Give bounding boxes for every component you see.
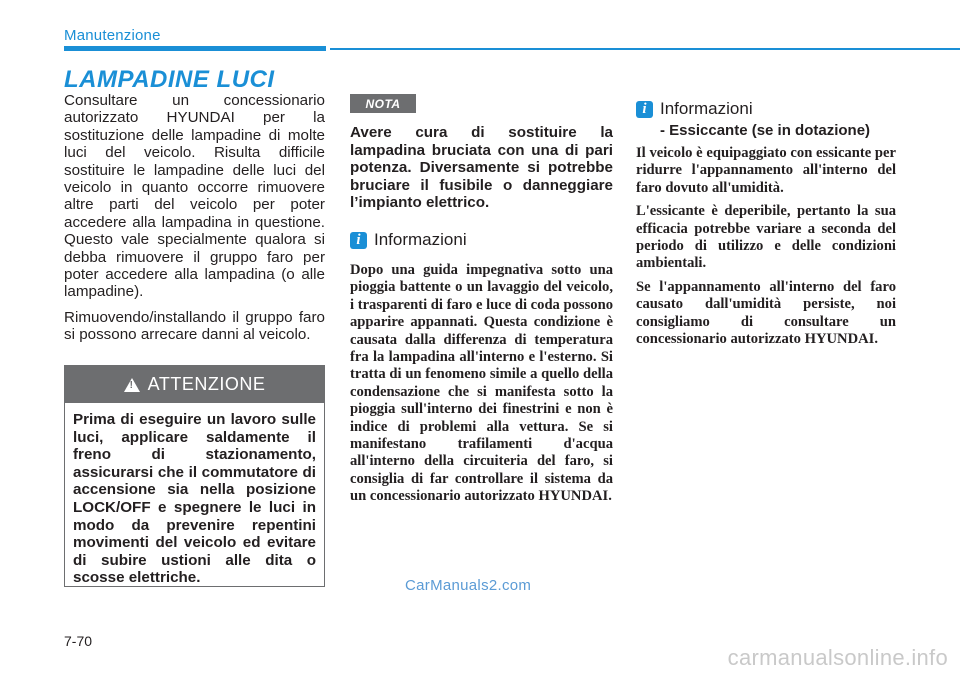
header-rule-dark — [64, 46, 326, 51]
warning-header — [65, 366, 324, 403]
intro-column — [64, 92, 325, 352]
intro-paragraph: Rimuovendo/installando il gruppo faro si possono arrecare danni al veicolo. — [64, 308, 325, 344]
header-rule-light — [330, 48, 960, 50]
warning-label: ATTENZIONE — [147, 374, 266, 394]
intro-paragraph: Consultare un concessionario autorizzato HYUNDAI per la sostituzione delle lampadine di molte luci del veicolo. Risulta difficile sostituire le lampadine delle luci del veicolo in quanto occorre rimuovere altre parti del veicolo per poter accedere alla lampadina in questione. Questo vale specialmente qualora si debba rimuovere il gruppo faro per poter accedere alla lampadina (o alle lampadine). — [64, 92, 325, 301]
info-paragraph: Se l'appannamento all'interno del faro causato dall'umidità persiste, noi consigliamo di consultare un concessionario autorizzato HYUNDAI. — [636, 278, 896, 348]
info-text: Dopo una guida impegnativa sotto una pioggia battente o un lavaggio del veicolo, i trasparenti di faro e luce di coda possono apparire appannati. Questa condizione è causata dalla differenza di temperatura fra la lampadina all'interno e l'esterno. Si tratta di un fenomeno simile a quello della condensazione che si manifesta sotto la pioggia sull'interno dei finestrini e non è indice di problemi alla vettura. Se si manifestano trafilamenti d'acqua all'interno della circuiteria del faro, si consiglia di far controllare il sistema da un concessionario autorizzato HYUNDAI. — [350, 262, 613, 505]
warning-triangle-icon: ! — [124, 378, 140, 392]
page-title: LAMPADINE LUCI — [64, 66, 275, 93]
info-title: Informazioni — [660, 99, 753, 118]
watermark-link[interactable]: CarManuals2.com — [405, 577, 532, 594]
info-icon: i — [350, 232, 367, 249]
info-icon: i — [636, 101, 653, 118]
nota-text: Avere cura di sostituire la lampadina bruciata con una di pari potenza. Diversamente si potrebbe bruciare il fusibile o danneggiare l’impianto elettrico. — [350, 124, 613, 212]
info-block-condensation — [350, 230, 613, 506]
warning-box — [64, 365, 325, 587]
warning-text: Prima di eseguire un lavoro sulle luci, applicare saldamente il freno di stazionamento, assicurarsi che il commutatore di accensione sia nella posizione LOCK/OFF e spegnere le luci in modo da prevenire repentini movimenti del veicolo ed evitare di subire ustioni alle dita o scosse elettriche. — [73, 411, 316, 587]
footer-watermark: carmanualsonline.info — [727, 645, 948, 670]
page-number: 7-70 — [64, 633, 93, 649]
nota-badge: NOTA — [350, 94, 416, 113]
info-paragraph: L'essicante è deperibile, pertanto la sua efficacia potrebbe variare a seconda del periodo di utilizzo e delle condizioni ambientali. — [636, 203, 896, 272]
info-paragraph: Il veicolo è equipaggiato con essicante per ridurre l'appannamento all'interno del faro dovuto all'umidità. — [636, 145, 896, 196]
info-title: Informazioni — [374, 230, 467, 249]
info-block-dessicant — [636, 99, 896, 354]
info-subtitle: - Essiccante (se in dotazione) — [660, 122, 871, 139]
info-heading — [350, 230, 613, 250]
section-header: Manutenzione — [64, 27, 161, 44]
info-heading — [636, 99, 896, 119]
